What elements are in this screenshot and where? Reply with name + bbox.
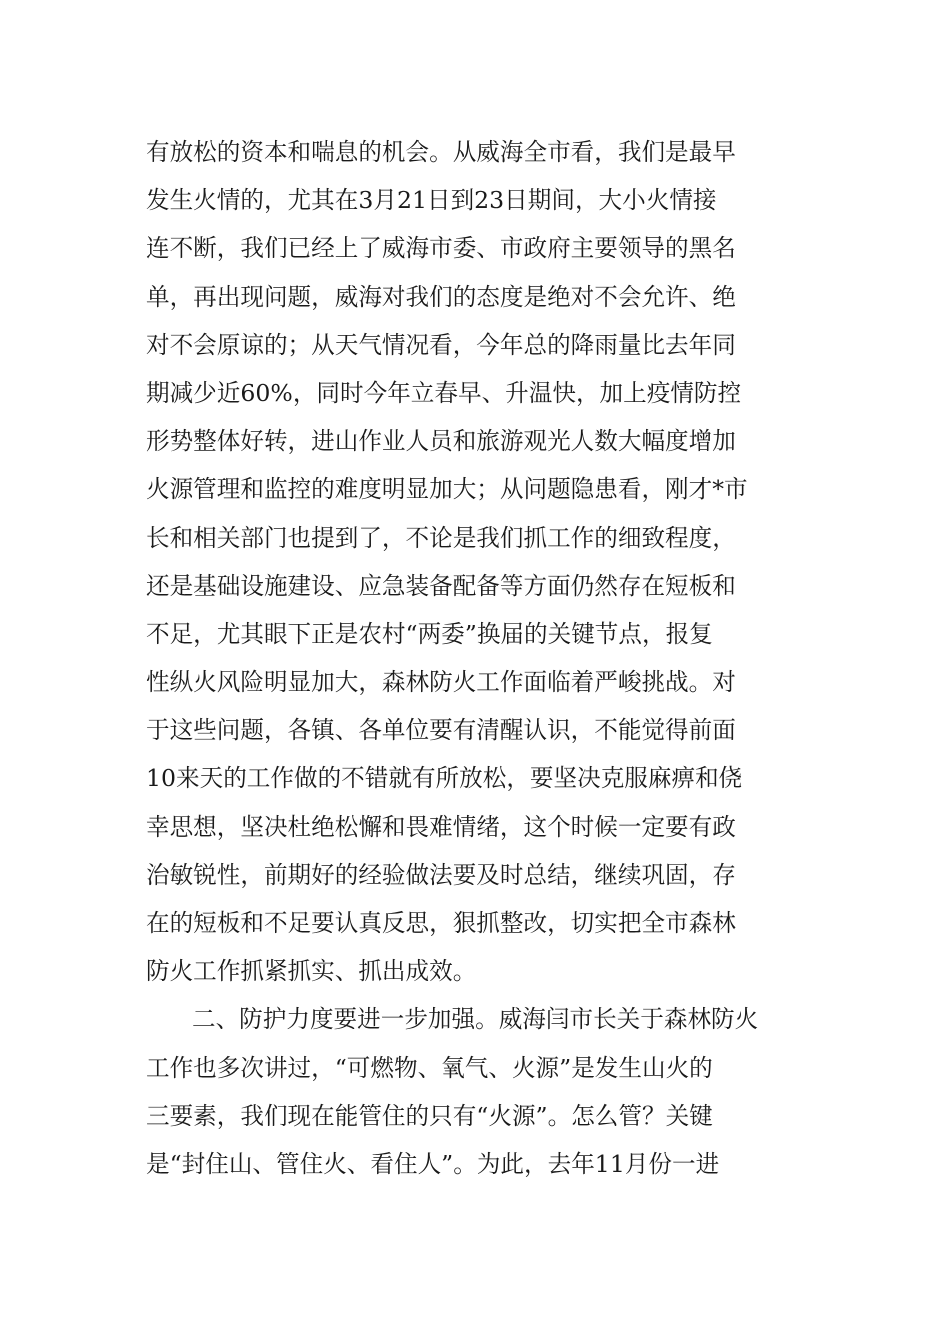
- text-line: 在的短板和不足要认真反思，狠抓整改，切实把全市森林: [146, 909, 736, 937]
- text-line: 10来天的工作做的不错就有所放松，要坚决克服麻痹和侥: [146, 764, 743, 793]
- text-line: 是“封住山、管住火、看住人”。为此，去年11月份一进: [146, 1149, 720, 1178]
- text-line: 火源管理和监控的难度明显加大；从问题隐患看，刚才*市: [146, 475, 748, 504]
- text-line: 有放松的资本和喘息的机会。从威海全市看，我们是最早: [146, 138, 736, 166]
- text-line: 性纵火风险明显加大，森林防火工作面临着严峻挑战。对: [146, 668, 736, 697]
- text-line: 不足，尤其眼下正是农村“两委”换届的关键节点，报复: [146, 619, 713, 648]
- body-text: [146, 128, 810, 1188]
- text-line: 幸思想，坚决杜绝松懈和畏难情绪，这个时候一定要有政: [146, 812, 736, 841]
- text-line: 防火工作抓紧抓实、抓出成效。: [146, 957, 477, 986]
- text-line: 发生火情的，尤其在3月21日到23日期间，大小火情接: [146, 186, 717, 215]
- text-line: 治敏锐性，前期好的经验做法要及时总结，继续巩固，存: [146, 860, 736, 889]
- text-line: 单，再出现问题，威海对我们的态度是绝对不会允许、绝: [146, 282, 736, 311]
- section-heading-line: 二、防护力度要进一步加强。威海闫市长关于森林防火: [192, 1005, 759, 1034]
- text-line: 连不断，我们已经上了威海市委、市政府主要领导的黑名: [146, 234, 736, 263]
- text-line: 长和相关部门也提到了，不论是我们抓工作的细致程度，: [146, 523, 736, 552]
- text-line: 三要素，我们现在能管住的只有“火源”。怎么管？关键: [146, 1101, 713, 1130]
- text-line: 工作也多次讲过，“可燃物、氧气、火源”是发生山火的: [146, 1053, 713, 1082]
- text-line: 对不会原谅的；从天气情况看，今年总的降雨量比去年同: [146, 330, 736, 359]
- text-line: 期减少近60%，同时今年立春早、升温快，加上疫情防控: [146, 378, 742, 407]
- text-line: 还是基础设施建设、应急装备配备等方面仍然存在短板和: [146, 571, 736, 600]
- text-line: 于这些问题，各镇、各单位要有清醒认识，不能觉得前面: [146, 716, 736, 745]
- text-line: 形势整体好转，进山作业人员和旅游观光人数大幅度增加: [146, 427, 736, 456]
